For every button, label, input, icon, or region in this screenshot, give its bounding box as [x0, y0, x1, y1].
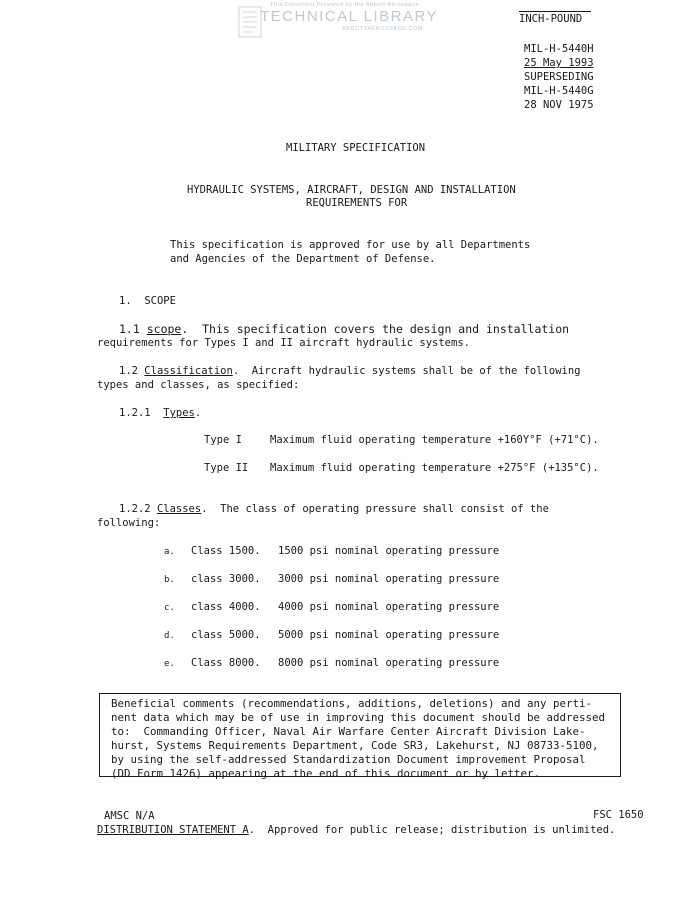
class-label: Class 8000.	[191, 657, 261, 669]
comments-line: Beneficial comments (recommendations, additions, deletions) and any perti-	[111, 697, 593, 710]
section-number: 1.	[119, 295, 132, 307]
class-description: 8000 psi nominal operating pressure	[278, 657, 500, 669]
paragraph-number: 1.1	[119, 322, 140, 336]
type-description: Maximum fluid operating temperature +275°F (+135°C).	[270, 462, 599, 474]
paragraph-1-2-line1	[119, 364, 581, 378]
paragraph-1-2-2-line1	[119, 502, 549, 516]
paragraph-number: 1.2.2	[119, 503, 151, 515]
type-label: Type II	[204, 462, 249, 474]
class-description: 3000 psi nominal operating pressure	[278, 573, 500, 585]
paragraph-heading: Types	[163, 407, 195, 419]
class-letter: a.	[164, 547, 175, 557]
inch-pound-label: INCH-POUND	[519, 11, 591, 26]
superseding-label: SUPERSEDING	[524, 71, 594, 83]
class-letter: c.	[164, 603, 175, 613]
section-1-heading	[119, 294, 176, 308]
class-label: Class 1500.	[191, 545, 261, 557]
watermark-title: TECHNICAL LIBRARY	[260, 8, 439, 25]
doc-date: 25 May 1993	[524, 57, 594, 69]
comments-line: to: Commanding Officer, Naval Air Warfare Center Aircraft Division Lake-	[111, 725, 586, 738]
class-label: class 3000.	[191, 573, 261, 585]
paragraph-heading: Classes	[156, 503, 202, 515]
watermark-url: ABBOTTAEROSPACE.COM	[342, 26, 424, 32]
paragraph-text: . The class of operating pressure shall consist of the	[201, 503, 549, 515]
approval-line1: This specification is approved for use by all Departments	[170, 239, 531, 251]
class-description: 4000 psi nominal operating pressure	[278, 601, 500, 613]
paragraph-number: 1.2	[119, 365, 138, 377]
type-description: Maximum fluid operating temperature +160Y°F (+71°C).	[270, 434, 599, 446]
paragraph-number: 1.2.1	[119, 407, 151, 419]
doc-id: MIL-H-5440H	[524, 43, 594, 55]
old-doc-id: MIL-H-5440G	[524, 85, 594, 97]
distribution-heading: DISTRIBUTION STATEMENT A	[97, 824, 249, 836]
comments-line: by using the self-addressed Standardization Document improvement Proposal	[111, 753, 586, 766]
distribution-text: . Approved for public release; distribution is unlimited.	[248, 824, 616, 836]
approval-line2: and Agencies of the Department of Defense.	[170, 253, 436, 265]
fsc-label: FSC 1650	[593, 809, 644, 821]
comments-line: (DD Form 1426) appearing at the end of this document or by letter.	[111, 767, 541, 780]
amsc-label: AMSC N/A	[104, 810, 155, 822]
paragraph-1-1-line2: requirements for Types I and II aircraft hydraulic systems.	[97, 337, 470, 349]
paragraph-heading: Classification	[144, 365, 233, 377]
class-letter: b.	[164, 575, 175, 585]
comments-line: nent data which may be of use in improving this document should be addressed	[111, 711, 606, 724]
watermark	[238, 2, 448, 42]
class-description: 5000 psi nominal operating pressure	[278, 629, 500, 641]
section-title: SCOPE	[144, 295, 176, 307]
type-label: Type I	[204, 434, 242, 446]
doc-title-line2: REQUIREMENTS FOR	[306, 197, 408, 209]
paragraph-text: . This specification covers the design and installation	[181, 322, 570, 336]
paragraph-1-1-line1	[119, 322, 569, 336]
paragraph-suffix: .	[194, 407, 202, 419]
class-letter: e.	[164, 659, 175, 669]
class-label: class 5000.	[191, 629, 261, 641]
old-doc-date: 28 NOV 1975	[524, 99, 594, 111]
watermark-provider: This Document Provided by the Abbott Aerospace	[270, 2, 419, 8]
paragraph-heading: scope	[146, 322, 182, 336]
doc-title-line1: HYDRAULIC SYSTEMS, AIRCRAFT, DESIGN AND INSTALLATION	[187, 184, 516, 196]
doc-heading: MILITARY SPECIFICATION	[286, 142, 426, 154]
paragraph-1-2-line2: types and classes, as specified:	[97, 379, 300, 391]
paragraph-text: . Aircraft hydraulic systems shall be of the following	[232, 365, 581, 377]
class-description: 1500 psi nominal operating pressure	[278, 545, 500, 557]
paragraph-1-2-1	[119, 406, 201, 420]
class-label: class 4000.	[191, 601, 261, 613]
paragraph-1-2-2-line2: following:	[97, 517, 161, 529]
comments-line: hurst, Systems Requirements Department, Code SR3, Lakehurst, NJ 08733-5100,	[111, 739, 599, 752]
class-letter: d.	[164, 631, 175, 641]
distribution-statement	[97, 823, 615, 837]
